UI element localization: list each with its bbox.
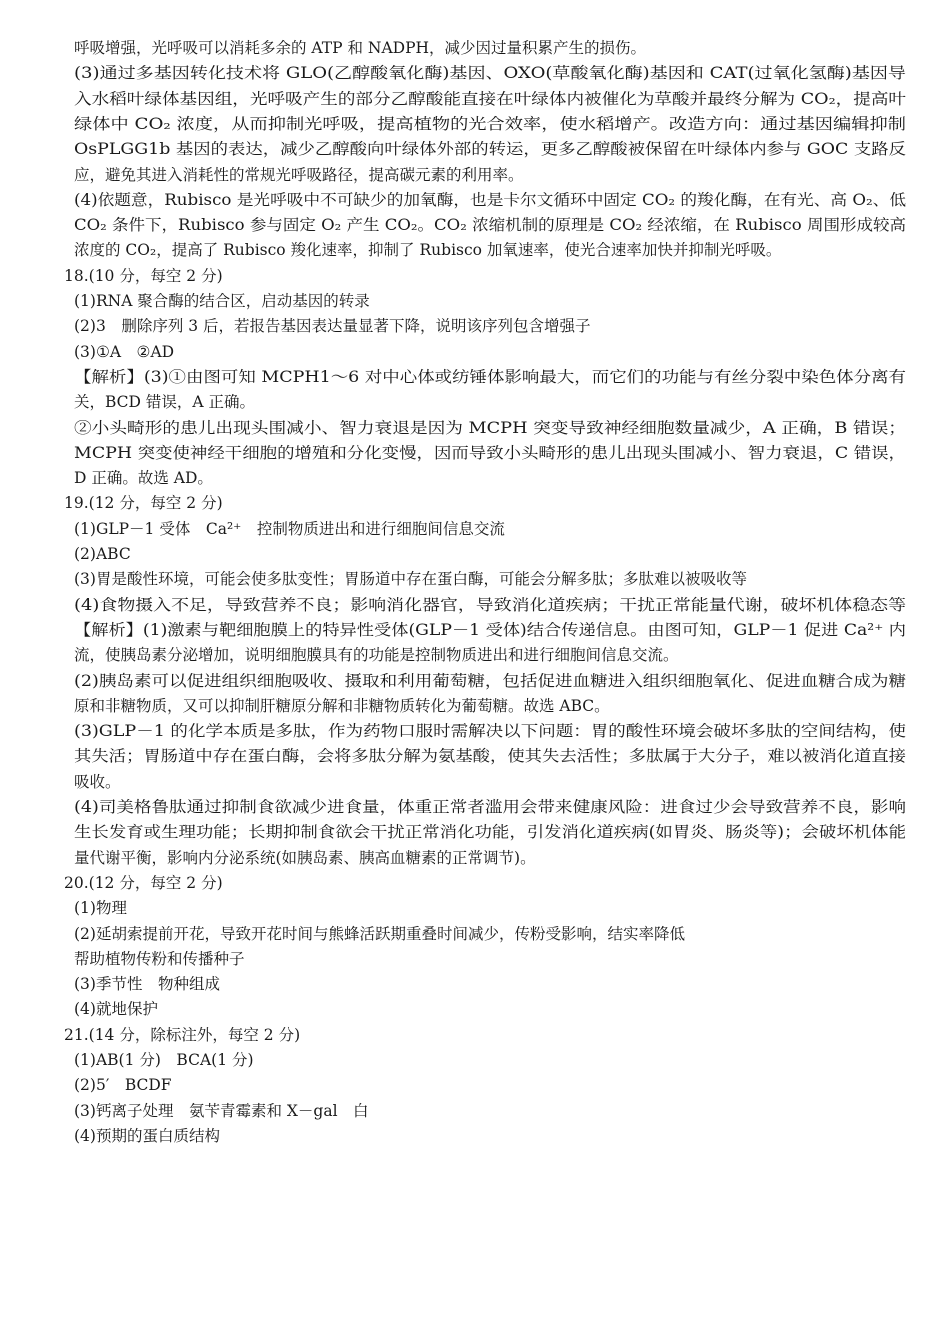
text-line	[0, 289, 950, 314]
line-text: 21.(14 分，除标注外，每空 2 分)	[64, 1025, 301, 1044]
text-line	[0, 1023, 950, 1048]
line-text: (3)通过多基因转化技术将 GLO(乙醇酸氧化酶)基因、OXO(草酸氧化酶)基因和 CAT(过氧化氢酶)基因导	[74, 64, 906, 83]
line-text: 帮助植物传粉和传播种子	[74, 949, 245, 968]
text-line	[0, 87, 950, 112]
text-line	[0, 795, 950, 820]
text-line	[0, 846, 950, 871]
line-text: (3)GLP－1 的化学本质是多肽，作为药物口服时需解决以下问题：胃的酸性环境会破坏多肽的空间结构，使	[74, 722, 906, 741]
text-line	[0, 491, 950, 516]
text-line	[0, 137, 950, 162]
line-text: 18.(10 分，每空 2 分)	[64, 266, 223, 285]
text-line	[0, 669, 950, 694]
text-line	[0, 466, 950, 491]
text-line	[0, 593, 950, 618]
text-line	[0, 922, 950, 947]
line-text: (4)食物摄入不足，导致营养不良；影响消化器官，导致消化道疾病；干扰正常能量代谢，破坏机体稳态等	[74, 595, 906, 614]
text-line	[0, 188, 950, 213]
line-text: (2)3 删除序列 3 后，若报告基因表达量显著下降，说明该序列包含增强子	[74, 317, 591, 336]
line-text: 【解析】(1)激素与靶细胞膜上的特异性受体(GLP－1 受体)结合传递信息。由图可知，GLP－1 促进 Ca²⁺ 内	[74, 620, 907, 639]
text-line	[0, 542, 950, 567]
line-text: 入水稻叶绿体基因组，光呼吸产生的部分乙醇酸能直接在叶绿体内被催化为草酸并最终分解为 CO₂，提高叶	[74, 89, 906, 108]
line-text: (2)延胡索提前开花，导致开花时间与熊蜂活跃期重叠时间减少，传粉受影响，结实率降低	[74, 924, 685, 943]
line-text: 关，BCD 错误，A 正确。	[74, 393, 256, 412]
line-text: 其失活；胃肠道中存在蛋白酶，会将多肽分解为氨基酸，使其失去活性；多肽属于大分子，难以被消化道直接	[74, 747, 906, 766]
line-text: (4)依题意，Rubisco 是光呼吸中不可缺少的加氧酶，也是卡尔文循环中固定 CO₂ 的羧化酶，在有光、高 O₂、低	[74, 190, 906, 209]
text-line	[0, 1099, 950, 1124]
line-text: (2)胰岛素可以促进组织细胞吸收、摄取和利用葡萄糖，包括促进血糖进入组织细胞氧化、促进血糖合成为糖	[74, 671, 906, 690]
line-text: 生长发育或生理功能；长期抑制食欲会干扰正常消化功能，引发消化道疾病(如胃炎、肠炎等)；会破坏机体能	[74, 823, 906, 842]
line-text: (1)物理	[74, 899, 127, 918]
text-line	[0, 441, 950, 466]
text-line	[0, 517, 950, 542]
text-line	[0, 744, 950, 769]
text-line	[0, 947, 950, 972]
text-line	[0, 1073, 950, 1098]
text-line	[0, 213, 950, 238]
text-line	[0, 997, 950, 1022]
line-text: 量代谢平衡，影响内分泌系统(如胰岛素、胰高血糖素的正常调节)。	[74, 848, 536, 867]
text-line	[0, 871, 950, 896]
text-line	[0, 264, 950, 289]
text-line	[0, 1048, 950, 1073]
line-text: (1)GLP－1 受体 Ca²⁺ 控制物质进出和进行细胞间信息交流	[74, 519, 505, 538]
line-text: (3)胃是酸性环境，可能会使多肽变性；胃肠道中存在蛋白酶，可能会分解多肽；多肽难以被吸收等	[74, 570, 747, 589]
line-text: (4)预期的蛋白质结构	[74, 1126, 220, 1145]
text-line	[0, 694, 950, 719]
line-text: ②小头畸形的患儿出现头围减小、智力衰退是因为 MCPH 突变导致神经细胞数量减少，A 正确，B 错误；	[74, 418, 906, 437]
line-text: (4)司美格鲁肽通过抑制食欲减少进食量，体重正常者滥用会带来健康风险：进食过少会导致营养不良，影响	[74, 798, 906, 816]
line-text: 19.(12 分，每空 2 分)	[64, 494, 223, 513]
text-line	[0, 390, 950, 415]
text-line	[0, 643, 950, 668]
line-text: 原和非糖物质，又可以抑制肝糖原分解和非糖物质转化为葡萄糖。故选 ABC。	[74, 696, 610, 715]
line-text: 呼吸增强，光呼吸可以消耗多余的 ATP 和 NADPH，减少因过量积累产生的损伤。	[74, 39, 647, 57]
text-line	[0, 340, 950, 365]
line-text: MCPH 突变使神经干细胞的增殖和分化变慢，因而导致小头畸形的患儿出现头围减小、智力衰退，C 错误，	[74, 443, 906, 462]
text-line	[0, 719, 950, 744]
line-text: (4)就地保护	[74, 1000, 158, 1019]
line-text: D 正确。故选 AD。	[74, 469, 213, 488]
line-text: 应，避免其进入消耗性的常规光呼吸路径，提高碳元素的利用率。	[74, 165, 524, 184]
text-line	[0, 365, 950, 390]
text-line	[0, 567, 950, 592]
line-text: 绿体中 CO₂ 浓度，从而抑制光呼吸，提高植物的光合效率，使水稻增产。改造方向：通过基因编辑抑制	[74, 114, 906, 133]
line-text: (2)5′ BCDF	[74, 1076, 172, 1095]
text-line	[0, 896, 950, 921]
text-line	[0, 112, 950, 137]
text-line	[0, 238, 950, 263]
line-text: 20.(12 分，每空 2 分)	[64, 873, 223, 892]
line-text: (1)RNA 聚合酶的结合区，启动基因的转录	[74, 292, 370, 310]
line-text: OsPLGG1b 基因的表达，减少乙醇酸向叶绿体外部的转运，更多乙醇酸被保留在叶绿体内参与 GOC 支路反	[74, 140, 906, 159]
text-line	[0, 61, 950, 86]
line-text: (1)AB(1 分) BCA(1 分)	[74, 1051, 254, 1069]
line-text: (3)①A ②AD	[74, 342, 175, 361]
text-line	[0, 314, 950, 339]
line-text: (3)钙离子处理 氨苄青霉素和 X－gal 白	[74, 1101, 369, 1120]
text-line	[0, 770, 950, 795]
text-line	[0, 1124, 950, 1149]
text-line	[0, 416, 950, 441]
line-text: CO₂ 条件下，Rubisco 参与固定 O₂ 产生 CO₂。CO₂ 浓缩机制的原理是 CO₂ 经浓缩，在 Rubisco 周围形成较高	[74, 216, 906, 235]
line-text: (2)ABC	[74, 545, 131, 563]
text-line	[0, 618, 950, 643]
text-line	[0, 36, 950, 61]
line-text: 吸收。	[74, 772, 121, 791]
text-line	[0, 820, 950, 845]
line-text: 【解析】(3)①由图可知 MCPH1～6 对中心体或纺锤体影响最大，而它们的功能与有丝分裂中染色体分离有	[74, 367, 906, 386]
text-line	[0, 163, 950, 188]
line-text: 流，使胰岛素分泌增加，说明细胞膜具有的功能是控制物质进出和进行细胞间信息交流。	[74, 646, 679, 665]
line-text: 浓度的 CO₂，提高了 Rubisco 羧化速率，抑制了 Rubisco 加氧速率，使光合速率加快并抑制光呼吸。	[74, 241, 782, 260]
text-line	[0, 972, 950, 997]
line-text: (3)季节性 物种组成	[74, 975, 220, 994]
